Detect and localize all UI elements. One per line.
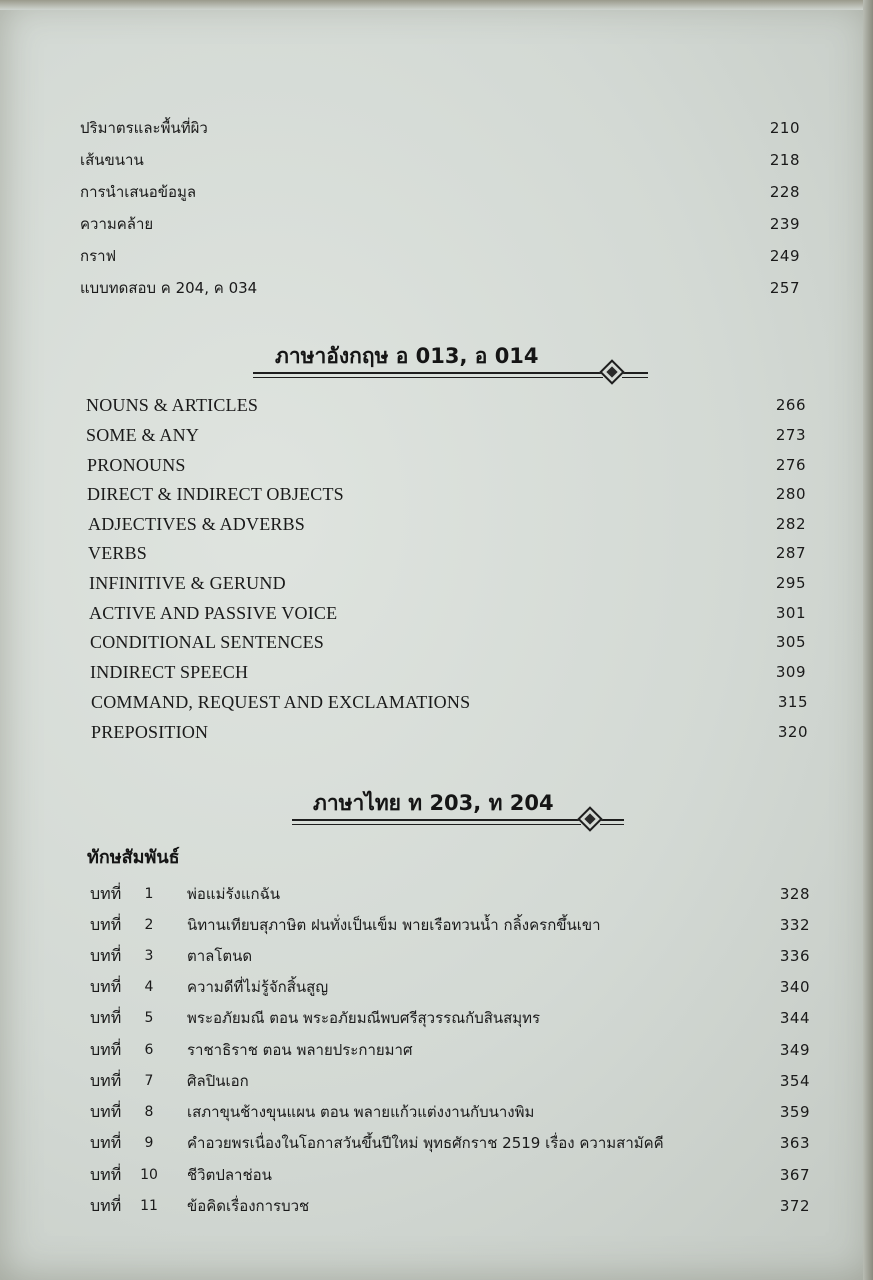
toc-entry [0, 178, 873, 206]
heading-rule [600, 819, 624, 821]
lesson-title: ข้อคิดเรื่องการบวช [187, 1197, 310, 1215]
lesson-page: 332 [779, 916, 810, 934]
toc-entry [0, 421, 873, 449]
lesson-word: บทที่ [90, 915, 122, 934]
lesson-entry [0, 1129, 873, 1157]
toc-entry [0, 718, 873, 746]
lesson-title: พระอภัยมณี ตอน พระอภัยมณีพบศรีสุวรรณกับสินสมุทร [187, 1009, 541, 1027]
toc-entry-title: COMMAND, REQUEST AND EXCLAMATIONS [91, 692, 471, 712]
lesson-entry [0, 911, 873, 939]
toc-entry-page: 228 [769, 183, 800, 201]
lesson-number: 1 [144, 886, 154, 902]
toc-entry [0, 451, 873, 479]
lesson-entry [0, 1098, 873, 1126]
lesson-number: 8 [144, 1104, 154, 1120]
lesson-title: ศิลปินเอก [187, 1072, 249, 1090]
toc-entry-page: 273 [775, 426, 806, 444]
toc-entry-page: 210 [769, 119, 800, 137]
toc-entry [0, 628, 873, 656]
toc-entry-page: 295 [775, 574, 806, 592]
toc-entry-page: 249 [769, 247, 800, 265]
lesson-number: 3 [144, 948, 154, 964]
lesson-title: พ่อแม่รังแกฉัน [187, 885, 281, 903]
lesson-number: 2 [144, 917, 154, 933]
heading-rule-thin [253, 377, 603, 378]
lesson-entry [0, 1067, 873, 1095]
section-heading-text: ภาษาอังกฤษ อ 013, อ 014 [275, 344, 539, 368]
lesson-page: 359 [779, 1103, 810, 1121]
heading-rule-thin [292, 824, 581, 825]
lesson-word: บทที่ [90, 1071, 122, 1090]
toc-entry-page: 305 [775, 633, 806, 651]
lesson-page: 367 [779, 1166, 810, 1184]
lesson-page: 328 [779, 885, 810, 903]
toc-entry-page: 309 [775, 663, 806, 681]
toc-entry-title: เส้นขนาน [80, 151, 144, 169]
toc-entry [0, 510, 873, 538]
toc-entry-page: 301 [775, 604, 806, 622]
lesson-word: บทที่ [90, 946, 122, 965]
toc-entry [0, 146, 873, 174]
subsection-title: ทักษสัมพันธ์ [87, 847, 180, 868]
toc-entry [0, 391, 873, 419]
heading-rule [622, 372, 648, 374]
toc-entry-title: INDIRECT SPEECH [90, 662, 249, 682]
toc-entry-title: ความคล้าย [80, 215, 154, 233]
toc-entry-title: ปริมาตรและพื้นที่ผิว [80, 119, 208, 137]
lesson-entry [0, 1036, 873, 1064]
toc-entry-page: 287 [775, 544, 806, 562]
toc-entry-page: 257 [769, 279, 800, 297]
toc-entry [0, 539, 873, 567]
section-heading-text: ภาษาไทย ท 203, ท 204 [313, 791, 554, 815]
heading-rule-thin [622, 377, 648, 378]
toc-entry-page: 282 [775, 515, 806, 533]
lesson-page: 344 [779, 1009, 810, 1027]
lesson-number: 6 [144, 1042, 154, 1058]
lesson-word: บทที่ [90, 884, 122, 903]
lesson-number: 5 [144, 1010, 154, 1026]
toc-entry [0, 480, 873, 508]
toc-entry-title: PREPOSITION [91, 722, 209, 742]
lesson-title: เสภาขุนช้างขุนแผน ตอน พลายแก้วแต่งงานกับนางพิม [187, 1103, 535, 1121]
lesson-entry [0, 880, 873, 908]
toc-entry-title: ADJECTIVES & ADVERBS [88, 514, 306, 534]
toc-entry-page: 280 [775, 485, 806, 503]
lesson-page: 349 [779, 1041, 810, 1059]
lesson-page: 363 [779, 1134, 810, 1152]
toc-entry-title: การนำเสนอข้อมูล [80, 183, 197, 201]
toc-entry-title: แบบทดสอบ ค 204, ค 034 [80, 279, 258, 297]
toc-entry [0, 569, 873, 597]
lesson-title: ตาลโตนด [187, 947, 253, 965]
toc-entry-title: INFINITIVE & GERUND [89, 573, 286, 593]
thai-section-heading [0, 787, 873, 827]
page-edge-top [0, 0, 873, 10]
lesson-word: บทที่ [90, 1102, 122, 1121]
toc-entry-page: 218 [769, 151, 800, 169]
lesson-word: บทที่ [90, 1165, 122, 1184]
lesson-title: ความดีที่ไม่รู้จักสิ้นสูญ [187, 978, 329, 996]
toc-entry-page: 276 [775, 456, 806, 474]
lesson-entry [0, 1161, 873, 1189]
toc-entry-title: DIRECT & INDIRECT OBJECTS [87, 484, 344, 504]
lesson-number: 9 [144, 1135, 154, 1151]
lesson-page: 372 [779, 1197, 810, 1215]
lesson-title: ราชาธิราช ตอน พลายประกายมาศ [187, 1041, 413, 1059]
lesson-entry [0, 1192, 873, 1220]
lesson-word: บทที่ [90, 977, 122, 996]
toc-entry [0, 210, 873, 238]
toc-entry [0, 114, 873, 142]
toc-entry-title: ACTIVE AND PASSIVE VOICE [89, 603, 338, 623]
toc-entry [0, 242, 873, 270]
toc-entry [0, 274, 873, 302]
lesson-entry [0, 942, 873, 970]
toc-entry-title: VERBS [88, 543, 148, 563]
toc-entry-title: CONDITIONAL SENTENCES [90, 632, 325, 652]
toc-entry-page: 266 [775, 396, 806, 414]
lesson-page: 340 [779, 978, 810, 996]
toc-entry-title: NOUNS & ARTICLES [86, 395, 259, 415]
lesson-title: คำอวยพรเนื่องในโอกาสวันขึ้นปีใหม่ พุทธศักราช 2519 เรื่อง ความสามัคคี [187, 1134, 664, 1152]
lesson-number: 4 [144, 979, 154, 995]
toc-entry-title: SOME & ANY [86, 425, 200, 445]
lesson-title: ชีวิตปลาช่อน [187, 1166, 272, 1184]
lesson-word: บทที่ [90, 1133, 122, 1152]
lesson-number: 11 [140, 1198, 158, 1214]
english-section-heading [0, 340, 873, 380]
toc-entry-title: PRONOUNS [87, 455, 186, 475]
toc-entry [0, 658, 873, 686]
lesson-word: บทที่ [90, 1196, 122, 1215]
lesson-page: 336 [779, 947, 810, 965]
lesson-number: 7 [144, 1073, 154, 1089]
toc-entry-page: 315 [777, 693, 808, 711]
toc-entry [0, 599, 873, 627]
lesson-number: 10 [140, 1167, 158, 1183]
toc-entry [0, 688, 873, 716]
toc-entry-page: 239 [769, 215, 800, 233]
lesson-page: 354 [779, 1072, 810, 1090]
lesson-title: นิทานเทียบสุภาษิต ฝนทั่งเป็นเข็ม พายเรือทวนน้ำ กลิ้งครกขึ้นเขา [187, 916, 601, 934]
toc-entry-page: 320 [777, 723, 808, 741]
lesson-entry [0, 1004, 873, 1032]
heading-rule-thin [600, 824, 624, 825]
lesson-word: บทที่ [90, 1008, 122, 1027]
toc-entry-title: กราฟ [80, 247, 117, 265]
lesson-entry [0, 973, 873, 1001]
heading-rule [292, 819, 581, 821]
lesson-word: บทที่ [90, 1040, 122, 1059]
heading-rule [253, 372, 603, 374]
